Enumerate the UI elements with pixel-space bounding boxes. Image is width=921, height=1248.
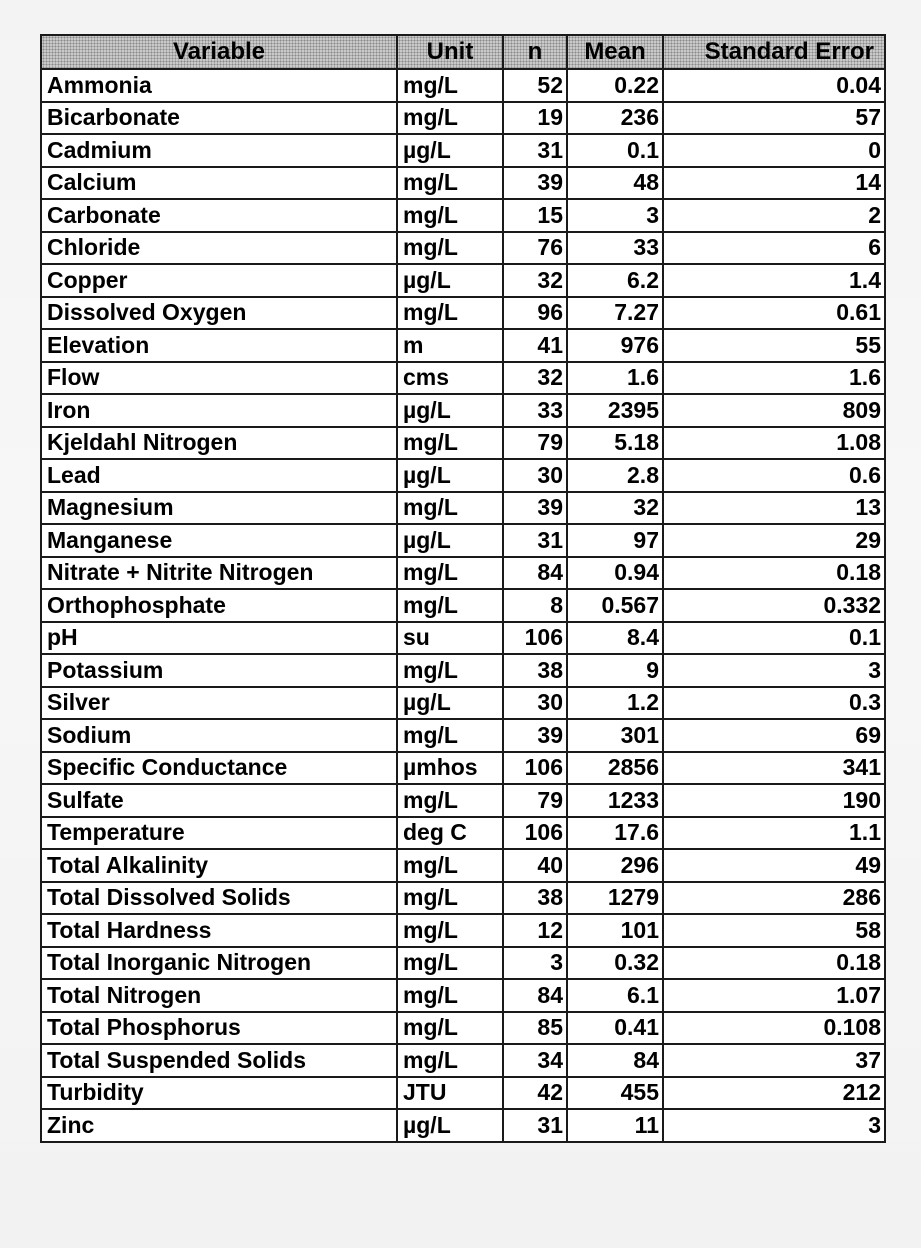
cell-n: 33 <box>503 394 567 427</box>
cell-unit: µg/L <box>397 134 503 167</box>
cell-n: 52 <box>503 69 567 102</box>
cell-unit: deg C <box>397 817 503 850</box>
header-mean: Mean <box>567 35 663 69</box>
cell-standard-error: 286 <box>663 882 885 915</box>
header-n: n <box>503 35 567 69</box>
cell-standard-error: 3 <box>663 654 885 687</box>
cell-variable: Zinc <box>41 1109 397 1142</box>
cell-mean: 0.94 <box>567 557 663 590</box>
cell-variable: Total Dissolved Solids <box>41 882 397 915</box>
cell-variable: Total Suspended Solids <box>41 1044 397 1077</box>
cell-standard-error: 14 <box>663 167 885 200</box>
cell-variable: Sodium <box>41 719 397 752</box>
cell-unit: mg/L <box>397 654 503 687</box>
cell-variable: Carbonate <box>41 199 397 232</box>
cell-n: 30 <box>503 687 567 720</box>
cell-mean: 32 <box>567 492 663 525</box>
cell-unit: mg/L <box>397 947 503 980</box>
table-row <box>41 199 885 232</box>
cell-unit: µg/L <box>397 394 503 427</box>
cell-unit: mg/L <box>397 849 503 882</box>
cell-mean: 48 <box>567 167 663 200</box>
cell-unit: cms <box>397 362 503 395</box>
cell-mean: 1279 <box>567 882 663 915</box>
cell-mean: 11 <box>567 1109 663 1142</box>
cell-mean: 9 <box>567 654 663 687</box>
table-row <box>41 589 885 622</box>
cell-n: 39 <box>503 492 567 525</box>
cell-unit: mg/L <box>397 492 503 525</box>
cell-mean: 2856 <box>567 752 663 785</box>
cell-n: 12 <box>503 914 567 947</box>
cell-variable: Specific Conductance <box>41 752 397 785</box>
cell-unit: mg/L <box>397 297 503 330</box>
cell-unit: su <box>397 622 503 655</box>
cell-n: 41 <box>503 329 567 362</box>
cell-unit: mg/L <box>397 979 503 1012</box>
cell-variable: Copper <box>41 264 397 297</box>
cell-variable: Bicarbonate <box>41 102 397 135</box>
cell-standard-error: 1.08 <box>663 427 885 460</box>
cell-n: 8 <box>503 589 567 622</box>
cell-mean: 2395 <box>567 394 663 427</box>
cell-mean: 8.4 <box>567 622 663 655</box>
cell-mean: 236 <box>567 102 663 135</box>
cell-mean: 296 <box>567 849 663 882</box>
cell-standard-error: 37 <box>663 1044 885 1077</box>
cell-n: 31 <box>503 524 567 557</box>
cell-standard-error: 49 <box>663 849 885 882</box>
cell-mean: 0.22 <box>567 69 663 102</box>
cell-standard-error: 57 <box>663 102 885 135</box>
cell-n: 40 <box>503 849 567 882</box>
cell-mean: 0.1 <box>567 134 663 167</box>
table-row <box>41 264 885 297</box>
cell-mean: 0.41 <box>567 1012 663 1045</box>
cell-unit: mg/L <box>397 102 503 135</box>
table-row <box>41 687 885 720</box>
table-row <box>41 102 885 135</box>
cell-n: 76 <box>503 232 567 265</box>
cell-mean: 1233 <box>567 784 663 817</box>
cell-mean: 301 <box>567 719 663 752</box>
cell-n: 106 <box>503 752 567 785</box>
cell-standard-error: 58 <box>663 914 885 947</box>
table-row <box>41 914 885 947</box>
cell-unit: mg/L <box>397 1044 503 1077</box>
header-unit: Unit <box>397 35 503 69</box>
cell-mean: 97 <box>567 524 663 557</box>
cell-standard-error: 1.4 <box>663 264 885 297</box>
cell-variable: Flow <box>41 362 397 395</box>
cell-variable: Total Alkalinity <box>41 849 397 882</box>
cell-variable: pH <box>41 622 397 655</box>
statistics-table-container <box>40 34 884 1143</box>
cell-unit: µg/L <box>397 264 503 297</box>
cell-variable: Magnesium <box>41 492 397 525</box>
table-row <box>41 849 885 882</box>
cell-unit: µg/L <box>397 687 503 720</box>
cell-unit: mg/L <box>397 1012 503 1045</box>
cell-unit: JTU <box>397 1077 503 1110</box>
table-row <box>41 232 885 265</box>
cell-unit: mg/L <box>397 784 503 817</box>
cell-variable: Ammonia <box>41 69 397 102</box>
cell-n: 34 <box>503 1044 567 1077</box>
table-row <box>41 752 885 785</box>
table-row <box>41 557 885 590</box>
cell-n: 38 <box>503 654 567 687</box>
cell-n: 30 <box>503 459 567 492</box>
cell-mean: 976 <box>567 329 663 362</box>
cell-standard-error: 2 <box>663 199 885 232</box>
cell-standard-error: 6 <box>663 232 885 265</box>
cell-variable: Chloride <box>41 232 397 265</box>
cell-standard-error: 13 <box>663 492 885 525</box>
cell-variable: Potassium <box>41 654 397 687</box>
cell-n: 96 <box>503 297 567 330</box>
cell-unit: µg/L <box>397 459 503 492</box>
cell-unit: mg/L <box>397 167 503 200</box>
cell-standard-error: 0.3 <box>663 687 885 720</box>
cell-standard-error: 212 <box>663 1077 885 1110</box>
table-row <box>41 1012 885 1045</box>
table-row <box>41 427 885 460</box>
cell-n: 79 <box>503 427 567 460</box>
cell-variable: Total Phosphorus <box>41 1012 397 1045</box>
cell-mean: 101 <box>567 914 663 947</box>
cell-unit: mg/L <box>397 557 503 590</box>
cell-standard-error: 0.108 <box>663 1012 885 1045</box>
cell-unit: µg/L <box>397 524 503 557</box>
table-row <box>41 459 885 492</box>
table-header <box>41 35 885 69</box>
cell-mean: 1.2 <box>567 687 663 720</box>
cell-standard-error: 1.07 <box>663 979 885 1012</box>
table-row <box>41 1109 885 1142</box>
cell-variable: Silver <box>41 687 397 720</box>
cell-unit: mg/L <box>397 69 503 102</box>
cell-unit: mg/L <box>397 882 503 915</box>
cell-standard-error: 1.1 <box>663 817 885 850</box>
cell-variable: Cadmium <box>41 134 397 167</box>
cell-standard-error: 0.18 <box>663 947 885 980</box>
cell-mean: 84 <box>567 1044 663 1077</box>
cell-mean: 17.6 <box>567 817 663 850</box>
cell-unit: µmhos <box>397 752 503 785</box>
table-row <box>41 947 885 980</box>
cell-mean: 455 <box>567 1077 663 1110</box>
cell-mean: 7.27 <box>567 297 663 330</box>
cell-n: 3 <box>503 947 567 980</box>
table-row <box>41 979 885 1012</box>
cell-standard-error: 0.04 <box>663 69 885 102</box>
cell-standard-error: 3 <box>663 1109 885 1142</box>
table-row <box>41 654 885 687</box>
cell-variable: Dissolved Oxygen <box>41 297 397 330</box>
table-row <box>41 719 885 752</box>
cell-variable: Lead <box>41 459 397 492</box>
cell-standard-error: 341 <box>663 752 885 785</box>
cell-mean: 0.567 <box>567 589 663 622</box>
cell-variable: Manganese <box>41 524 397 557</box>
cell-standard-error: 0.61 <box>663 297 885 330</box>
table-row <box>41 329 885 362</box>
cell-n: 15 <box>503 199 567 232</box>
cell-variable: Temperature <box>41 817 397 850</box>
cell-n: 32 <box>503 362 567 395</box>
cell-standard-error: 55 <box>663 329 885 362</box>
cell-variable: Sulfate <box>41 784 397 817</box>
cell-mean: 33 <box>567 232 663 265</box>
table-body <box>41 69 885 1142</box>
cell-n: 19 <box>503 102 567 135</box>
table-row <box>41 362 885 395</box>
cell-variable: Turbidity <box>41 1077 397 1110</box>
cell-variable: Total Inorganic Nitrogen <box>41 947 397 980</box>
cell-n: 106 <box>503 817 567 850</box>
table-row <box>41 1077 885 1110</box>
cell-mean: 1.6 <box>567 362 663 395</box>
cell-n: 84 <box>503 979 567 1012</box>
cell-variable: Total Nitrogen <box>41 979 397 1012</box>
cell-standard-error: 0 <box>663 134 885 167</box>
table-row <box>41 524 885 557</box>
cell-mean: 3 <box>567 199 663 232</box>
table-row <box>41 134 885 167</box>
cell-unit: mg/L <box>397 199 503 232</box>
cell-n: 31 <box>503 134 567 167</box>
header-variable: Variable <box>41 35 397 69</box>
table-row <box>41 69 885 102</box>
table-row <box>41 297 885 330</box>
cell-mean: 5.18 <box>567 427 663 460</box>
cell-n: 39 <box>503 167 567 200</box>
cell-unit: mg/L <box>397 232 503 265</box>
cell-standard-error: 69 <box>663 719 885 752</box>
cell-standard-error: 1.6 <box>663 362 885 395</box>
table-row <box>41 167 885 200</box>
cell-unit: mg/L <box>397 719 503 752</box>
table-row <box>41 492 885 525</box>
cell-variable: Orthophosphate <box>41 589 397 622</box>
cell-standard-error: 0.6 <box>663 459 885 492</box>
cell-standard-error: 809 <box>663 394 885 427</box>
table-row <box>41 817 885 850</box>
cell-unit: µg/L <box>397 1109 503 1142</box>
cell-mean: 2.8 <box>567 459 663 492</box>
cell-standard-error: 190 <box>663 784 885 817</box>
cell-variable: Elevation <box>41 329 397 362</box>
table-row <box>41 784 885 817</box>
table-row <box>41 882 885 915</box>
cell-unit: m <box>397 329 503 362</box>
cell-n: 85 <box>503 1012 567 1045</box>
cell-n: 42 <box>503 1077 567 1110</box>
cell-unit: mg/L <box>397 914 503 947</box>
water-quality-statistics-table <box>40 34 886 1143</box>
cell-n: 38 <box>503 882 567 915</box>
cell-variable: Calcium <box>41 167 397 200</box>
table-row <box>41 622 885 655</box>
cell-unit: mg/L <box>397 427 503 460</box>
cell-standard-error: 0.18 <box>663 557 885 590</box>
cell-variable: Total Hardness <box>41 914 397 947</box>
cell-standard-error: 0.332 <box>663 589 885 622</box>
cell-n: 39 <box>503 719 567 752</box>
cell-mean: 0.32 <box>567 947 663 980</box>
cell-n: 32 <box>503 264 567 297</box>
cell-standard-error: 29 <box>663 524 885 557</box>
cell-standard-error: 0.1 <box>663 622 885 655</box>
cell-n: 31 <box>503 1109 567 1142</box>
cell-variable: Iron <box>41 394 397 427</box>
table-row <box>41 394 885 427</box>
cell-variable: Kjeldahl Nitrogen <box>41 427 397 460</box>
cell-mean: 6.1 <box>567 979 663 1012</box>
cell-unit: mg/L <box>397 589 503 622</box>
cell-mean: 6.2 <box>567 264 663 297</box>
cell-n: 106 <box>503 622 567 655</box>
cell-variable: Nitrate + Nitrite Nitrogen <box>41 557 397 590</box>
table-row <box>41 1044 885 1077</box>
header-standard-error: Standard Error <box>663 35 885 69</box>
header-row <box>41 35 885 69</box>
cell-n: 84 <box>503 557 567 590</box>
cell-n: 79 <box>503 784 567 817</box>
